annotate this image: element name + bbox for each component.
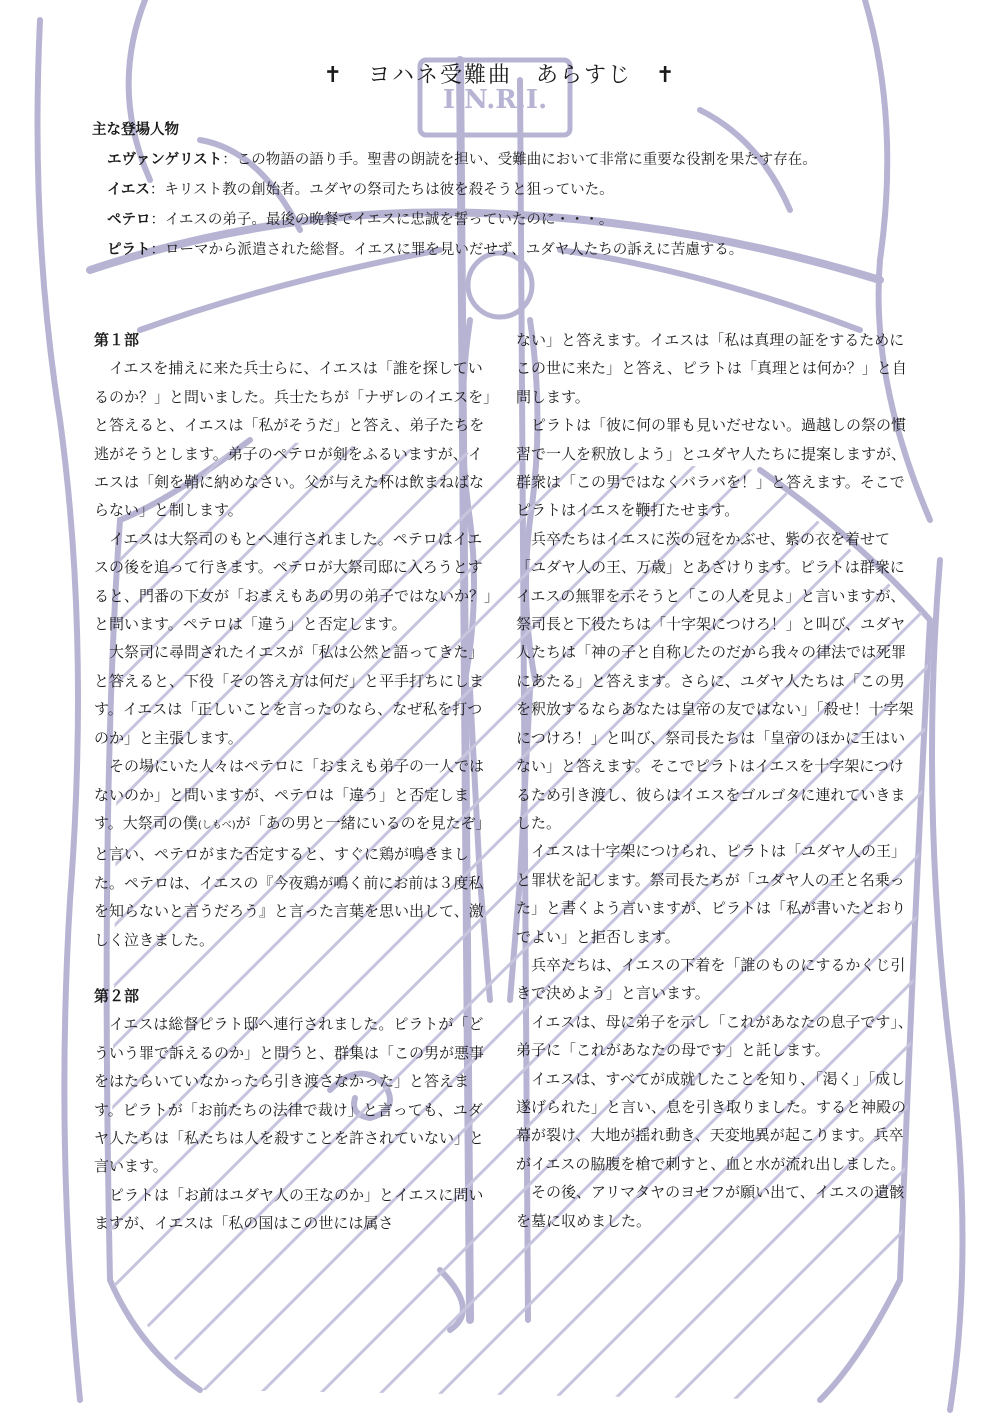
cast-description: ：キリスト教の創始者。ユダヤの祭司たちは彼を殺そうと狙っていた。	[149, 182, 614, 198]
part2-heading: 第２部	[94, 986, 140, 1005]
cast-item-peter	[107, 205, 947, 235]
cast-item-evangelist	[107, 145, 947, 175]
part1-heading: 第１部	[94, 331, 140, 349]
part1-paragraph: 大祭司に尋問されたイエスが「私は公然と語ってきた」と答えると、下役「その答え方は何だ」と平手打ちにします。イエスは「正しいことを言ったのなら、なぜ私を打つのか」と主張します。	[94, 643, 485, 747]
part2-paragraph: イエスは、すべてが成就したことを知り、「渇く」「成し遂げられた」と言い、息を引き取りました。すると神殿の幕が裂け、大地が揺れ動き、天変地異が起こります。兵卒がイエスの脇腹を槍で刺すと、血と水が流れ出しました。	[516, 1069, 907, 1173]
part2-paragraph: ピラトは「彼に何の罪も見いだせない。過越しの祭の慣習で一人を釈放しよう」とユダヤ人たちに提案しますが、群衆は「この男ではなくバラバを！」と答えます。そこでピラトはイエスを鞭打たせます。	[516, 416, 907, 520]
cast-description: ：イエスの弟子。最後の晩餐でイエスに忠誠を誓っていたのに・・・。	[150, 212, 614, 228]
part2-paragraph: 兵卒たちは、イエスの下着を「誰のものにするかくじ引きで決めよう」と言います。	[516, 955, 906, 1003]
cast-name: イエス	[107, 182, 150, 198]
cast-name: ピラト	[107, 242, 151, 258]
part2-paragraph: イエスは十字架につけられ、ピラトは「ユダヤ人の王」と罪状を記します。祭司長たちが「ユダヤ人の王と名乗った」と書くよう言いますが、ピラトは「私が書いたとおりでよい」と拒否します。	[516, 842, 907, 946]
section-gap	[94, 954, 494, 982]
cast-name: エヴァンゲリスト	[107, 152, 223, 168]
part1-paragraph: イエスを捕えに来た兵士らに、イエスは「誰を探しているのか？」と問いました。兵士たちが「ナザレのイエスを」と答えると、イエスは「私がそうだ」と答え、弟子たちを逃がそうとします。弟子のペテロが剣をふるいますが、イエスは「剣を鞘に納めなさい。父が与えた杯は飲まねばならない」と制します。	[94, 359, 491, 520]
part2-paragraph: その後、アリマタヤのヨセフが願い出て、イエスの遺骸を墓に収めました。	[516, 1183, 905, 1230]
cast-name: ペテロ	[107, 212, 151, 228]
left-column	[94, 326, 494, 1238]
part2-paragraph: イエスは総督ピラト邸へ連行されました。ピラトが「どういう罪で訴えるのか」と問うと、群集は「この男が悪事をはたらいていなかったら引き渡さなかった」と答えます。ピラトが「お前たちの法律で裁け」と言っても、ユダヤ人たちは「私たちは人を殺すことを許されていない」と言います。	[94, 1015, 485, 1176]
right-column	[516, 326, 916, 1235]
cast-description: ：この物語の語り手。聖書の朗読を担い、受難曲において非常に重要な役割を果たす存在。	[222, 152, 817, 168]
part1-paragraph	[94, 752, 494, 954]
paragraph-text: が「あの男と一緒にいるのを見たぞ」と言い、ペテロがまた否定すると、すぐに鶏が鳴きました。ペテロは、イエスの『今夜鶏が鳴く前にお前は３度私を知らないと言うだろう』と言った言葉を思い出して、激しく泣きました。	[94, 813, 491, 949]
paragraph-text: その場にいた人々はペテロに「おまえも弟子の一人ではないのか」と問いますが、ペテロは「違う」と否定します。大祭司の僕	[94, 757, 485, 832]
part1-paragraph: イエスは大祭司のもとへ連行されました。ペテロはイエスの後を追って行きます。ペテロが大祭司邸に入ろうとすると、門番の下女が「おまえもあの男の弟子ではないか？」と問います。ペテロは「違う」と否定します。	[94, 529, 492, 634]
furigana: (しもべ)	[197, 819, 236, 831]
part2-paragraph: ピラトは「お前はユダヤ人の王なのか」とイエスに問いますが、イエスは「私の国はこの世には属さ	[94, 1185, 484, 1233]
inri-inscription: I.N.R.I.	[442, 85, 548, 115]
part2-paragraph: イエスは、母に弟子を示し「これがあなたの息子です」、弟子に「これがあなたの母です」と託します。	[516, 1012, 913, 1060]
cast-item-jesus	[107, 175, 947, 205]
part2-paragraph: 兵卒たちはイエスに茨の冠をかぶせ、紫の衣を着せて「ユダヤ人の王、万歳」とあざけります。ピラトは群衆にイエスの無罪を示そうと「この人を見よ」と言いますが、祭司長と下役たちは「十字架につけろ！」と叫び、ユダヤ人たちは「神の子と自称したのだから我々の律法では死罪にあたる」と答えます。さらに、ユダヤ人たちは「この男を釈放するならあなたは皇帝の友ではない」「殺せ！十字架につけろ！」と叫び、祭司長たちは「皇帝のほかに王はいない」と答えます。そこでピラトはイエスを十字架につけるため引き渡し、彼らはイエスをゴルゴタに連れていきました。	[516, 529, 914, 832]
cast-list	[107, 145, 947, 265]
cast-item-pilate	[107, 235, 947, 265]
cast-heading: 主な登場人物	[92, 122, 179, 138]
cast-description: ：ローマから派遣された総督。イエスに罪を見いだせず、ユダヤ人たちの訴えに苦慮する。	[150, 242, 744, 258]
page-title: ✝ ヨハネ受難曲 あらすじ ✝	[323, 63, 677, 88]
part2-paragraph: ない」と答えます。イエスは「私は真理の証をするためにこの世に来た」と答え、ピラトは「真理とは何か？」と自問します。	[516, 331, 907, 406]
